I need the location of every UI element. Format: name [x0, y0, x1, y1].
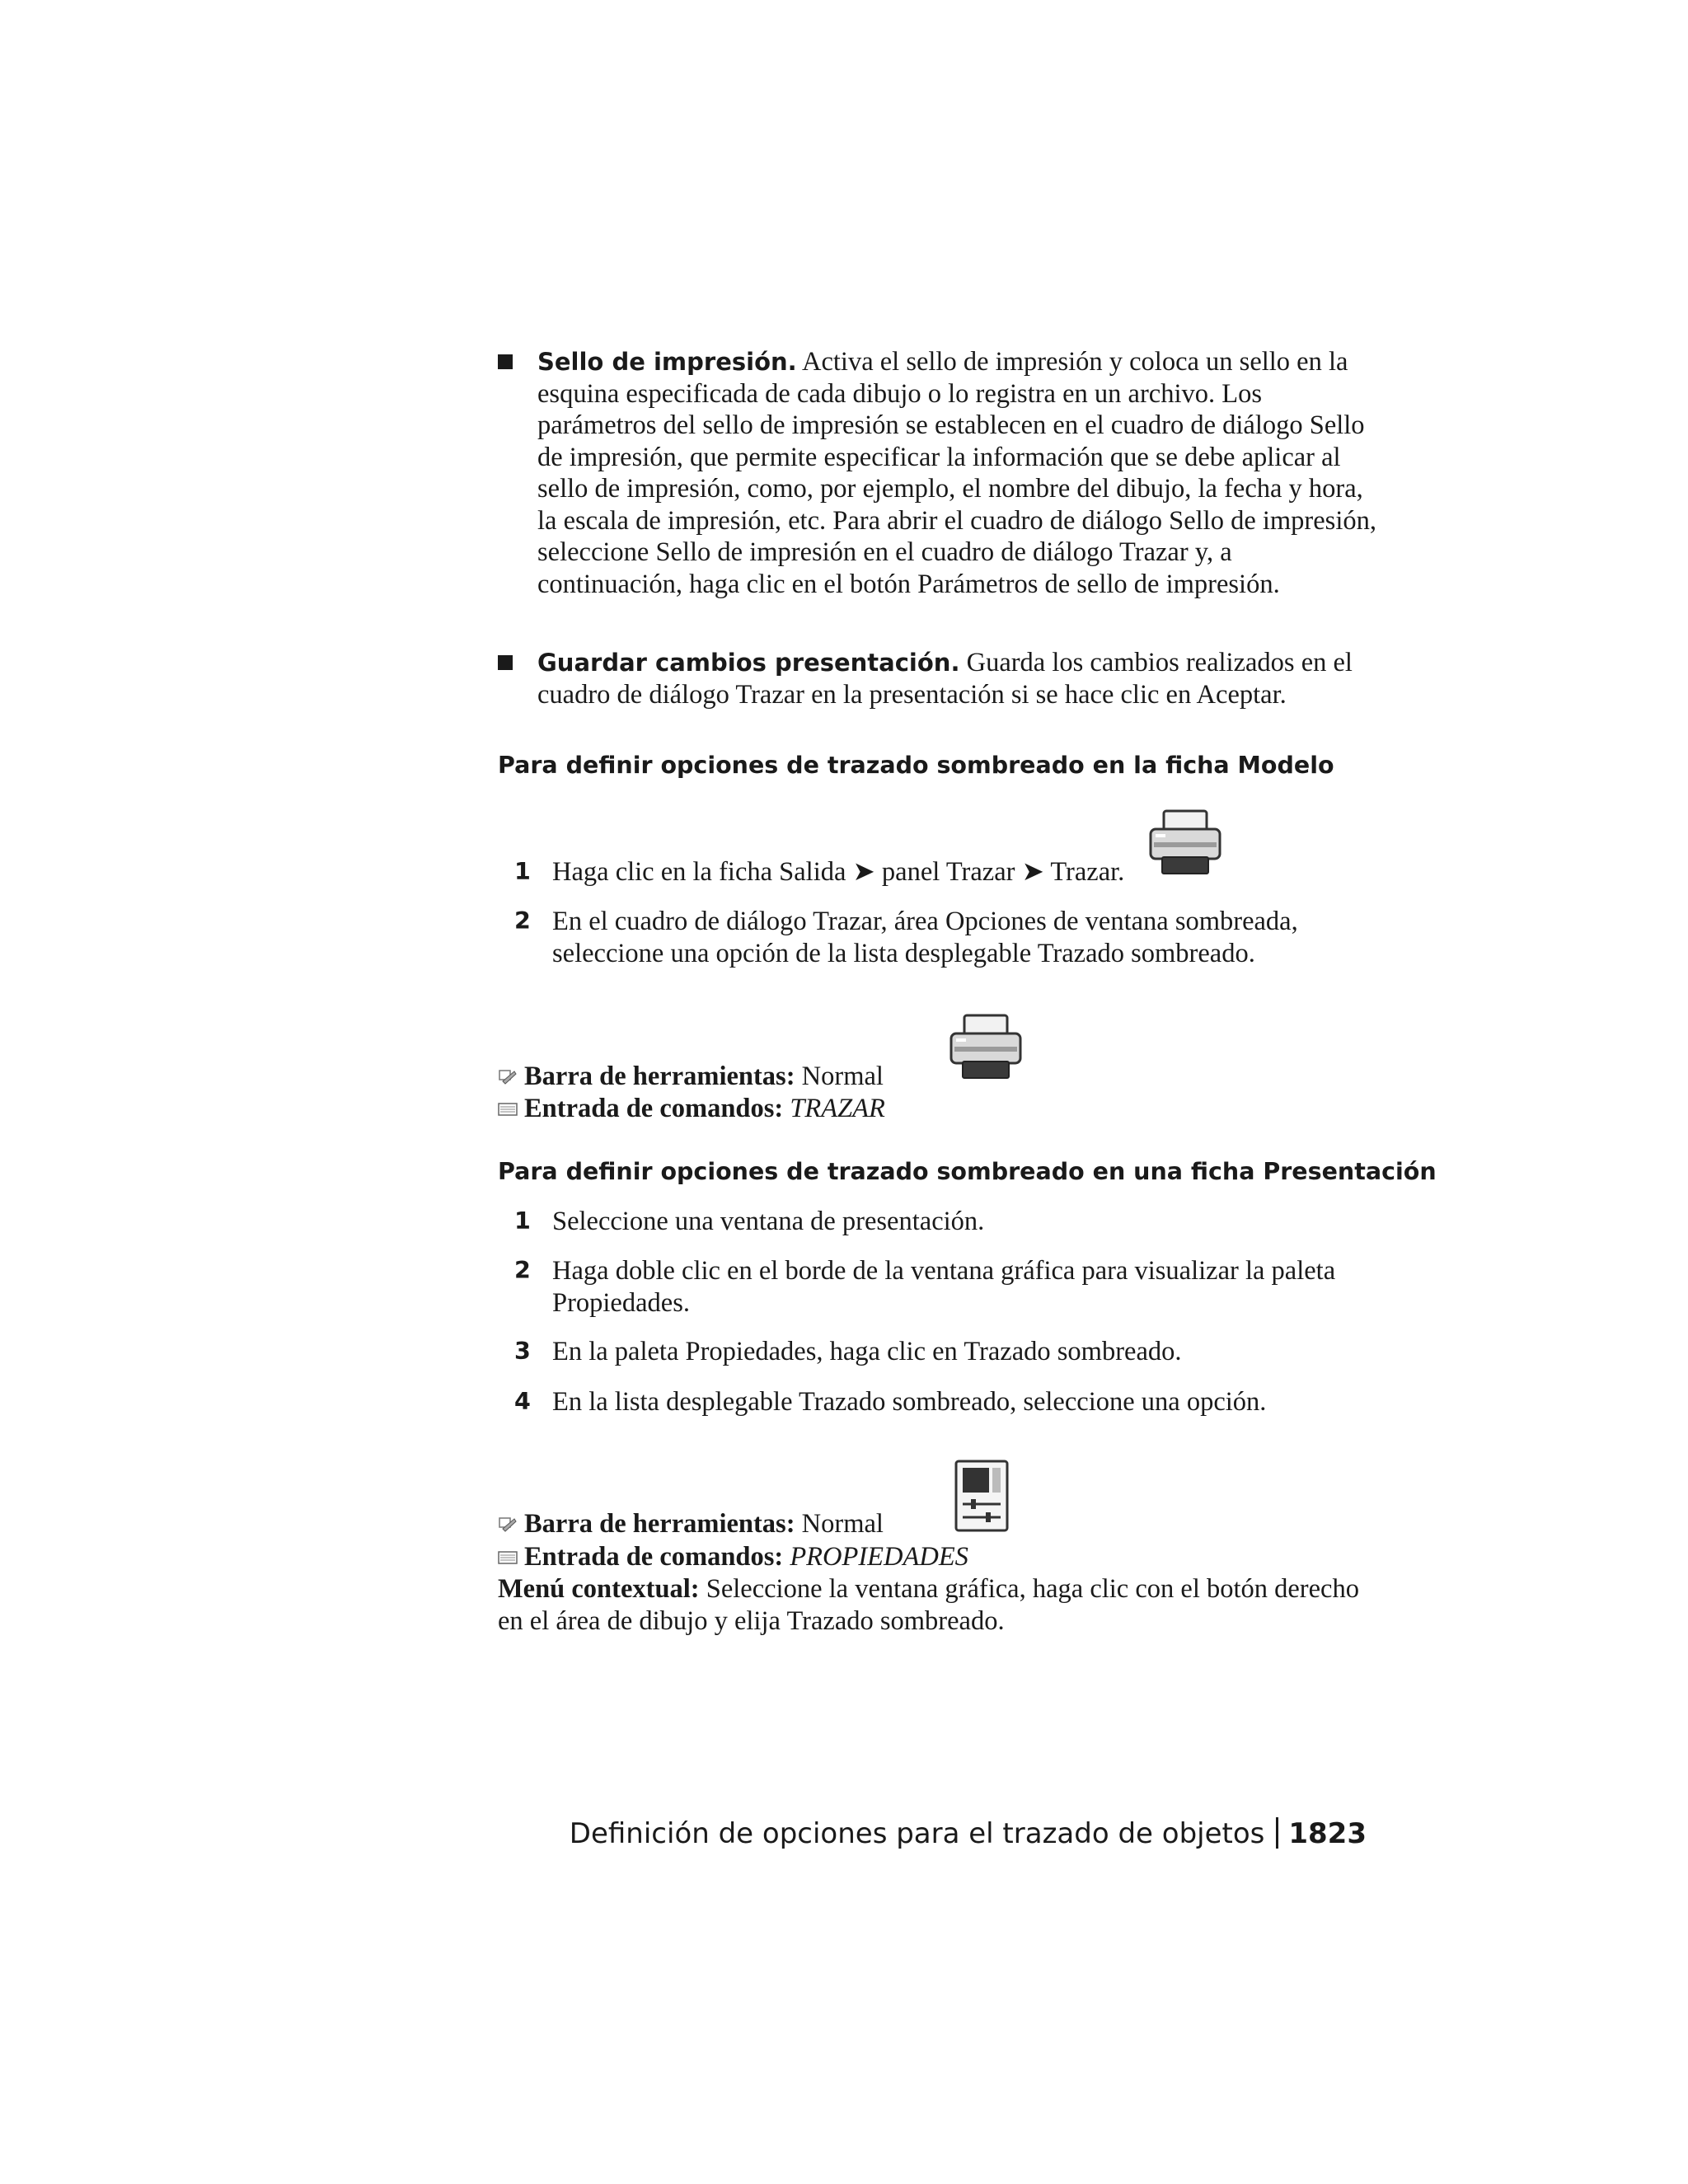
- section-heading-presentacion: Para definir opciones de trazado sombreado en una ficha Presentación: [498, 1158, 1437, 1185]
- bullet-text: Activa el sello de impresión y coloca un sello en la esquina especificada de cada dibujo o lo registra en un archivo. Los parámetros del sello de impresión se establecen en el cuadro de diálogo Sello de impresión, que permite especificar la información que se debe aplicar al sello de impresión, como, por ejemplo, el nombre del dibujo, la fecha y hora, la escala de impresión, etc. Para abrir el cuadro de diálogo Sello de impresión, seleccione Sello de impresión en el cuadro de diálogo Trazar y, a continuación, haga clic en el botón Parámetros de sello de impresión.: [537, 347, 1376, 599]
- keyboard-icon: [498, 1100, 518, 1118]
- toolbar-label: Barra de herramientas:: [524, 1062, 795, 1091]
- step-item: [514, 1336, 1380, 1368]
- step-item: [514, 906, 1380, 969]
- step-text: Haga doble clic en el borde de la ventana gráfica para visualizar la paleta Propiedades.: [552, 1256, 1336, 1318]
- printer-icon: [948, 1014, 1024, 1081]
- step-text: Haga clic en la ficha Salida ➤ panel Trazar ➤ Trazar.: [552, 857, 1125, 887]
- toolbar-icon: [498, 1516, 518, 1534]
- context-label: Menú contextual:: [498, 1574, 700, 1604]
- step-text: En el cuadro de diálogo Trazar, área Opciones de ventana sombreada, seleccione una opción de la lista desplegable Trazado sombreado.: [552, 907, 1298, 968]
- command-reference: [498, 1093, 885, 1125]
- square-bullet-icon: [498, 655, 513, 670]
- step-text: Seleccione una ventana de presentación.: [552, 1207, 985, 1236]
- step-text: En la paleta Propiedades, haga clic en Trazado sombreado.: [552, 1337, 1182, 1366]
- bullet-text: Guarda los cambios realizados en el cuadro de diálogo Trazar en la presentación si se hace clic en Aceptar.: [537, 648, 1353, 710]
- bullet-lead: Guardar cambios presentación.: [537, 649, 960, 677]
- step-item: [514, 1206, 1380, 1238]
- step-item: [514, 856, 1380, 888]
- toolbar-icon: [498, 1068, 518, 1086]
- step-number: 3: [514, 1338, 531, 1365]
- toolbar-reference: [498, 1061, 884, 1093]
- step-item: [514, 1255, 1380, 1319]
- step-number: 1: [514, 858, 531, 885]
- page-footer: [570, 1816, 1367, 1852]
- footer-title: Definición de opciones para el trazado de objetos: [569, 1817, 1265, 1850]
- page-number: 1823: [1288, 1817, 1367, 1850]
- step-number: 4: [514, 1388, 531, 1415]
- step-number: 2: [514, 907, 531, 935]
- toolbar-reference: [498, 1508, 884, 1540]
- square-bullet-icon: [498, 354, 513, 369]
- toolbar-value: Normal: [801, 1062, 884, 1091]
- command-reference: [498, 1541, 968, 1573]
- section-heading-modelo: Para definir opciones de trazado sombreado en la ficha Modelo: [498, 752, 1334, 779]
- context-value: Seleccione la ventana gráfica, haga clic con el botón derecho en el área de dibujo y elija Trazado sombreado.: [498, 1574, 1359, 1636]
- toolbar-value: Normal: [801, 1509, 884, 1539]
- toolbar-label: Barra de herramientas:: [524, 1509, 795, 1539]
- bullet-lead: Sello de impresión.: [537, 348, 797, 376]
- footer-divider: [1276, 1817, 1278, 1849]
- step-text: En la lista desplegable Trazado sombreado, seleccione una opción.: [552, 1387, 1267, 1417]
- bullet-item-guardar: [498, 647, 1380, 710]
- context-menu-reference: [498, 1573, 1380, 1637]
- bullet-item-sello: [498, 346, 1380, 600]
- keyboard-icon: [498, 1549, 518, 1567]
- command-label: Entrada de comandos:: [524, 1094, 784, 1123]
- command-value: PROPIEDADES: [790, 1542, 968, 1572]
- command-value: TRAZAR: [790, 1094, 885, 1123]
- step-item: [514, 1386, 1380, 1418]
- properties-palette-icon: [954, 1460, 1009, 1532]
- step-number: 1: [514, 1207, 531, 1235]
- command-label: Entrada de comandos:: [524, 1542, 784, 1572]
- step-number: 2: [514, 1257, 531, 1284]
